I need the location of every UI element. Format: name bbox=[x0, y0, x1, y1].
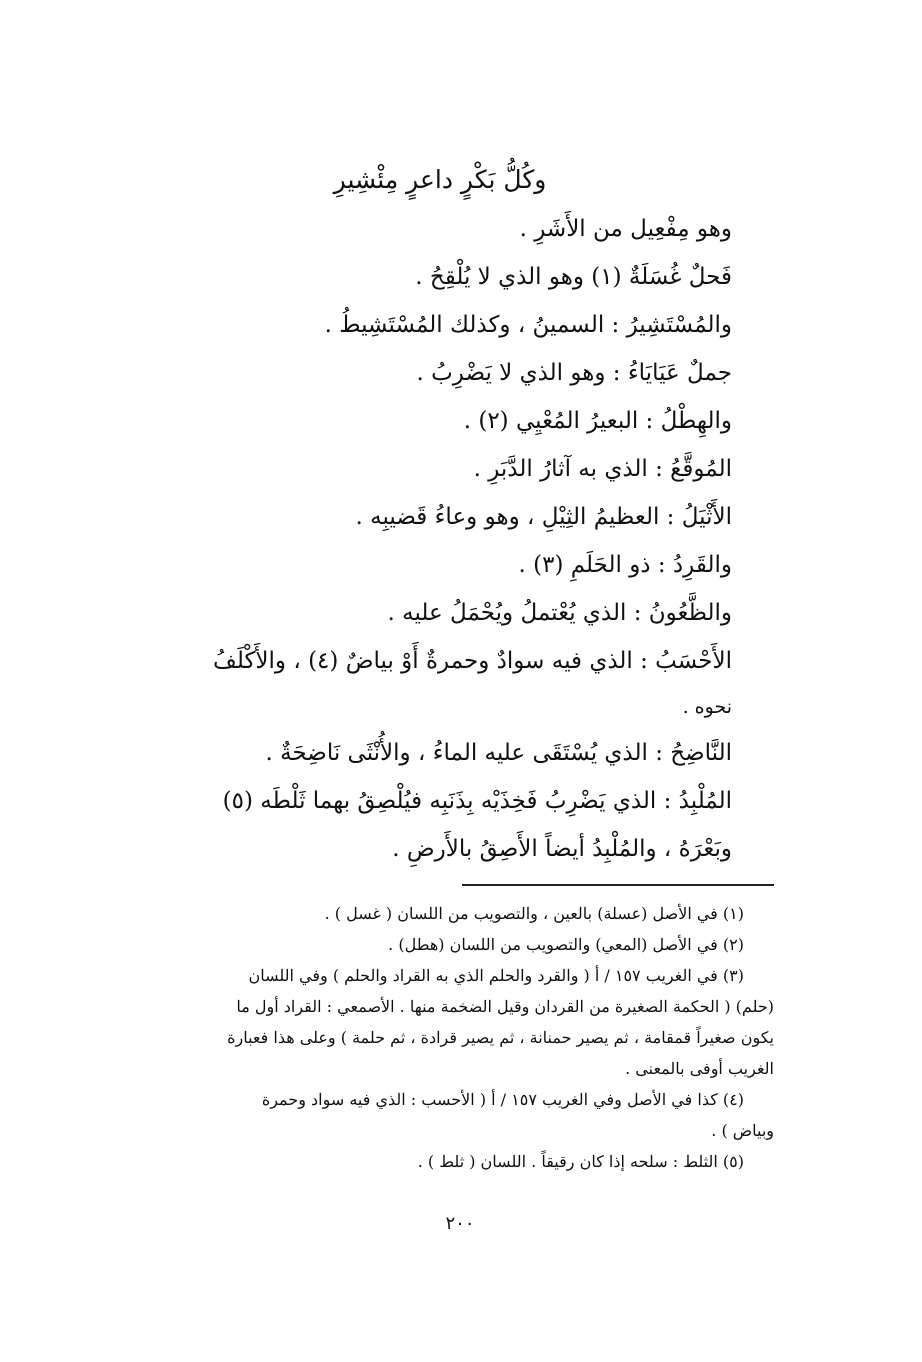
page-number: ٢٠٠ bbox=[445, 1213, 475, 1234]
text-line: النَّاضِحُ : الذي يُسْتَقَى عليه الماءُ ، والأُنْثَى نَاضِحَةٌ . bbox=[265, 740, 732, 766]
text-line: والقَرِدُ : ذو الحَلَمِ (٣) . bbox=[518, 552, 732, 578]
footnotes bbox=[149, 898, 774, 1177]
text-line: المُوقَّعُ : الذي به آثارُ الدَّبَرِ . bbox=[473, 456, 732, 482]
footnote-line: (حلم) ( الحكمة الصغيرة من القردان وقيل الضخمة منها . الأصمعي : القراد أول ما bbox=[236, 997, 774, 1016]
text-line: جملٌ عَيَايَاءُ : وهو الذي لا يَضْرِبُ . bbox=[416, 360, 732, 386]
verse-line: وكُلُّ بَكْرٍ داعرٍ مِئْشِيرِ bbox=[333, 165, 547, 194]
footnote-line: يكون صغيراً قمقامة ، ثم يصير حمنانة ، ثم يصير قرادة ، ثم حلمة ) وعلى هذا فعبارة bbox=[227, 1028, 774, 1047]
text-line: وهو مِفْعِيل من الأَشَرِ . bbox=[519, 216, 732, 242]
text-line: المُلْبِدُ : الذي يَضْرِبُ فَخِذَيْه بِذَنَبِه فيُلْصِقُ بهما ثَلْطَه (٥) bbox=[222, 788, 732, 814]
main-text bbox=[142, 205, 732, 873]
footnote-line: (٢) في الأصل (المعي) والتصويب من اللسان (هطل) . bbox=[388, 935, 744, 954]
footnote-separator bbox=[462, 884, 774, 886]
text-line: والظَّعُونُ : الذي يُعْتملُ ويُحْمَلُ عليه . bbox=[387, 600, 732, 626]
text-line: الأَحْسَبُ : الذي فيه سوادٌ وحمرةٌ أَوْ بياضٌ (٤) ، والأَكْلَفُ bbox=[213, 648, 732, 674]
text-line: والمُسْتَشِيرُ : السمينُ ، وكذلك المُسْتَشِيطُ . bbox=[324, 312, 732, 338]
text-line: الأَثْيَلُ : العظيمُ الثِيْلِ ، وهو وعاءُ قَضيبِه . bbox=[355, 504, 732, 530]
text-line: نحوه . bbox=[682, 696, 732, 718]
footnote-line: (٣) في الغريب ١٥٧ / أ ( والقرد والحلم الذي به القراد والحلم ) وفي اللسان bbox=[248, 966, 744, 985]
footnote-line: (١) في الأصل (عسلة) بالعين ، والتصويب من اللسان ( غسل ) . bbox=[324, 904, 744, 923]
footnote-line: (٤) كذا في الأصل وفي الغريب ١٥٧ / أ ( الأحسب : الذي فيه سواد وحمرة bbox=[261, 1090, 744, 1109]
footnote-line: وبياض ) . bbox=[711, 1121, 774, 1140]
text-line: وبَعْرَهُ ، والمُلْبِدُ أيضاً الأَصِقُ بالأَرضِ . bbox=[392, 836, 732, 862]
text-line: والهِطْلُ : البعيرُ المُعْيِي (٢) . bbox=[463, 408, 732, 434]
footnote-line: (٥) الثلط : سلحه إذا كان رقيقاً . اللسان ( ثلط ) . bbox=[417, 1152, 744, 1171]
footnote-line: الغريب أوفى بالمعنى . bbox=[625, 1059, 774, 1078]
text-line: فَحلٌ غُسَلَةٌ (١) وهو الذي لا يُلْقِحُ . bbox=[415, 264, 732, 290]
